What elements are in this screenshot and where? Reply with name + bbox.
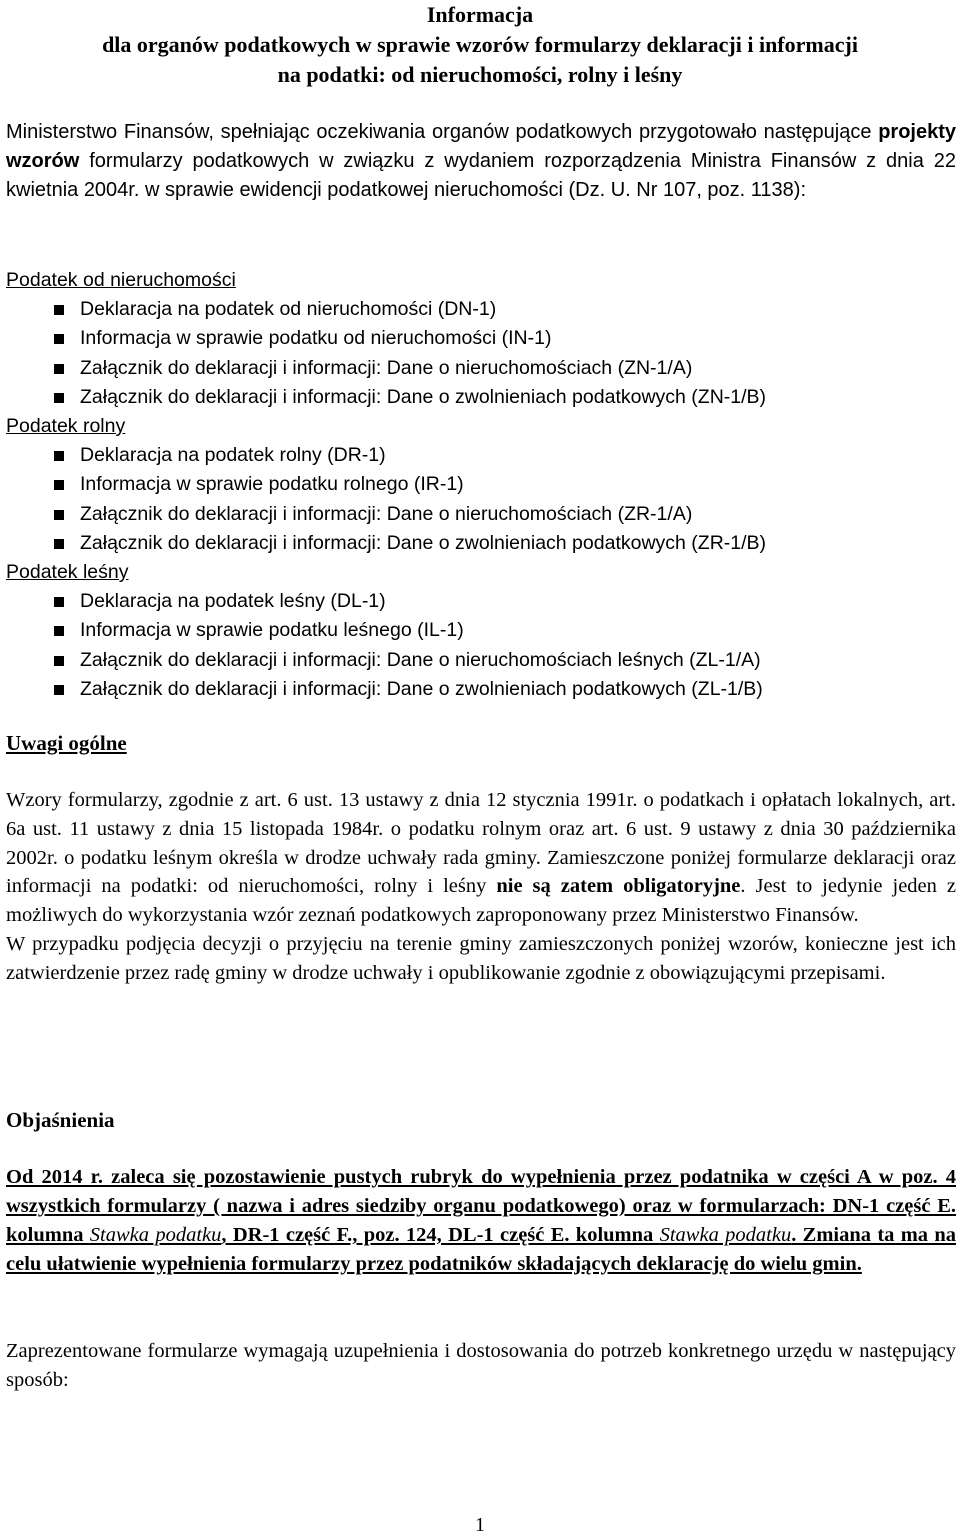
title-line-3: na podatki: od nieruchomości, rolny i leśny — [277, 62, 683, 87]
list-item — [54, 470, 956, 499]
objasnienia-heading: Objaśnienia — [6, 1108, 115, 1132]
section-lesny — [6, 558, 956, 704]
list-item-text: Załącznik do deklaracji i informacji: Dane o nieruchomościach leśnych (ZL-1/A) — [80, 648, 761, 671]
objasnienia-text-3: . Zmiana ta ma na celu ułatwienie wypełnienia formularzy przez podatników składających deklarację do wielu gmin. — [6, 1224, 957, 1275]
bullet-square-icon — [54, 364, 64, 374]
intro-text-1: Ministerstwo Finansów, spełniając oczekiwania organów podatkowych przygotowało następujące — [6, 121, 879, 143]
title-line-2: dla organów podatkowych w sprawie wzorów formularzy deklaracji i informacji — [102, 32, 858, 57]
objasnienia-text-1: Od 2014 r. zaleca się pozostawienie pustych rubryk do wypełnienia przez podatnika w części A w poz. 4 wszystkich formularzy ( nazwa i adres siedziby organu podatkowego) oraz w formularzach: DN-1 część E. kolumna — [6, 1166, 956, 1246]
section-list — [6, 295, 956, 412]
bullet-square-icon — [54, 334, 64, 344]
bullet-square-icon — [54, 626, 64, 636]
section-list — [6, 441, 956, 558]
uwagi-text-1: Wzory formularzy, zgodnie z art. 6 ust. 13 ustawy z dnia 12 stycznia 1991r. o podatkach i opłatach lokalnych, art. 6a ust. 11 ustawy z dnia 15 listopada 1984r. o podatku rolnym oraz art. 6 ust. 9 ustawy z dnia 30 października 2002r. o podatku leśnym określa w drodze uchwały rada gminy. Zamieszczone poniżej formularze deklaracji oraz informacji na podatki: od nieruchomości, rolny i leśny — [6, 789, 956, 898]
section-nieruchomosci — [6, 266, 956, 412]
list-item — [54, 354, 956, 383]
objasnienia-text-2: , DR-1 część F., poz. 124, DL-1 część E. kolumna — [221, 1224, 660, 1246]
list-item — [54, 500, 956, 529]
uwagi-heading: Uwagi ogólne — [6, 731, 127, 755]
list-item — [54, 529, 956, 558]
closing-paragraph: Zaprezentowane formularze wymagają uzupełnienia i dostosowania do potrzeb konkretnego urzędu w następujący sposób: — [6, 1340, 956, 1391]
bullet-square-icon — [54, 480, 64, 490]
bullet-square-icon — [54, 685, 64, 695]
bullet-square-icon — [54, 451, 64, 461]
list-item-text: Deklaracja na podatek rolny (DR-1) — [80, 444, 386, 467]
list-item-text: Załącznik do deklaracji i informacji: Dane o nieruchomościach (ZN-1/A) — [80, 356, 693, 379]
title-line-1: Informacja — [426, 2, 534, 27]
form-sections — [6, 266, 956, 704]
objasnienia-italic-2: Stawka podatku — [659, 1224, 792, 1246]
uwagi-text-2: . Jest to jedynie jeden z możliwych do wykorzystania wzór zeznań podatkowych zaproponowany przez Ministerstwo Finansów. — [6, 875, 956, 927]
list-item-text: Informacja w sprawie podatku leśnego (IL-1) — [80, 619, 464, 642]
list-item-text: Załącznik do deklaracji i informacji: Dane o zwolnieniach podatkowych (ZN-1/B) — [80, 385, 767, 408]
section-heading: Podatek leśny — [6, 561, 129, 584]
list-item-text: Deklaracja na podatek od nieruchomości (DN-1) — [80, 298, 497, 321]
bullet-square-icon — [54, 656, 64, 666]
section-heading: Podatek od nieruchomości — [6, 269, 236, 291]
uwagi-bold-text: nie są zatem obligatoryjne — [496, 875, 741, 898]
intro-paragraph — [6, 118, 956, 205]
intro-bold-text: projekty wzorów — [6, 121, 956, 172]
list-item — [54, 675, 956, 704]
list-item — [54, 646, 956, 675]
uwagi-paragraph-1 — [6, 786, 956, 930]
section-list — [6, 587, 956, 704]
list-item-text: Załącznik do deklaracji i informacji: Dane o nieruchomościach (ZR-1/A) — [80, 502, 693, 525]
section-heading: Podatek rolny — [6, 415, 126, 438]
bullet-square-icon — [54, 597, 64, 607]
document-title — [0, 0, 960, 90]
list-item-text: Załącznik do deklaracji i informacji: Dane o zwolnieniach podatkowych (ZL-1/B) — [80, 677, 763, 700]
list-item — [54, 383, 956, 412]
objasnienia-italic-1: Stawka podatku — [89, 1224, 222, 1246]
list-item-text: Informacja w sprawie podatku od nieruchomości (IN-1) — [80, 327, 552, 350]
page-number: 1 — [475, 1514, 485, 1536]
uwagi-body — [6, 786, 956, 988]
list-item — [54, 587, 956, 616]
bullet-square-icon — [54, 393, 64, 403]
list-item — [54, 295, 956, 324]
list-item — [54, 324, 956, 353]
list-item-text: Deklaracja na podatek leśny (DL-1) — [80, 590, 386, 613]
uwagi-paragraph-2: W przypadku podjęcia decyzji o przyjęciu na terenie gminy zamieszczonych poniżej wzorów, konieczne jest ich zatwierdzenie przez radę gminy w drodze uchwały i opublikowanie zgodnie z obowiązującymi przepisami. — [6, 932, 956, 984]
list-item — [54, 441, 956, 470]
bullet-square-icon — [54, 539, 64, 549]
list-item — [54, 616, 956, 645]
list-item-text: Informacja w sprawie podatku rolnego (IR-1) — [80, 473, 464, 496]
list-item-text: Załącznik do deklaracji i informacji: Dane o zwolnieniach podatkowych (ZR-1/B) — [80, 531, 767, 554]
intro-text-2: formularzy podatkowych w związku z wydaniem rozporządzenia Ministra Finansów z dnia 22 kwietnia 2004r. w sprawie ewidencji podatkowej nieruchomości (Dz. U. Nr 107, poz. 1138): — [6, 150, 956, 201]
bullet-square-icon — [54, 510, 64, 520]
bullet-square-icon — [54, 305, 64, 315]
section-rolny — [6, 412, 956, 558]
objasnienia-body — [6, 1163, 956, 1279]
